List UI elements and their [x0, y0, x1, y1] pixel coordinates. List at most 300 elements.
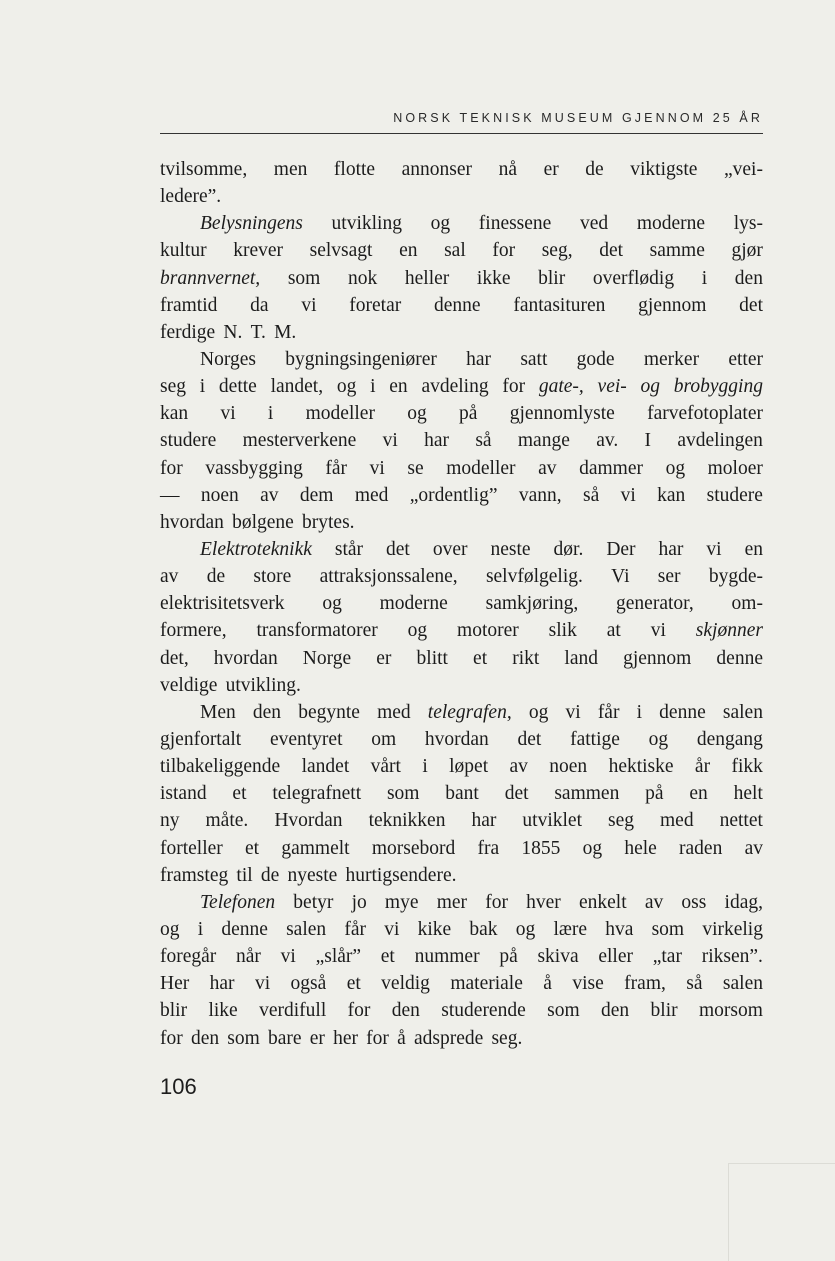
word: telegrafnett	[272, 783, 362, 805]
word: Der	[606, 538, 636, 560]
word: er	[543, 159, 559, 180]
word: salen	[722, 701, 763, 723]
running-head: NORSK TEKNISK MUSEUM GJENNOM 25 ÅR	[393, 111, 763, 125]
word: Norge	[302, 647, 352, 669]
word: tilbakeliggende	[160, 756, 281, 778]
word: like	[208, 1000, 238, 1022]
word: å	[397, 1027, 406, 1049]
word: avdeling	[421, 376, 489, 398]
word: en	[399, 240, 418, 262]
word: utvikling.	[225, 674, 301, 696]
word: av	[744, 837, 763, 859]
word: veldig	[381, 973, 430, 995]
text-line	[160, 916, 763, 943]
text-line	[160, 889, 763, 916]
word: farvefotoplater	[647, 403, 763, 425]
word: og	[515, 918, 536, 940]
word: for	[502, 376, 526, 398]
word: av	[509, 756, 528, 778]
word: foretar	[349, 294, 402, 316]
word: telegrafen,	[427, 701, 512, 723]
word: viktigste	[630, 159, 698, 180]
word: også	[290, 973, 327, 995]
word: istand	[160, 783, 207, 805]
word: etter	[728, 348, 763, 370]
word: med	[660, 810, 694, 832]
word: den	[734, 267, 763, 289]
word: for	[160, 457, 183, 479]
word: og	[407, 403, 427, 425]
word: annonser	[401, 159, 473, 180]
word: framtid	[160, 294, 218, 316]
word: seg.	[491, 1027, 523, 1049]
word: bant	[445, 783, 479, 805]
word: av	[260, 484, 279, 506]
word: sal	[444, 240, 466, 262]
word: og	[160, 918, 180, 940]
text-line	[160, 862, 763, 889]
word: gjenfortalt	[160, 728, 242, 750]
word: Elektroteknikk	[200, 538, 312, 560]
text-line	[160, 726, 763, 753]
word: fattige	[570, 728, 620, 750]
word: får	[597, 701, 620, 723]
word: kike	[417, 918, 452, 940]
word: som	[227, 1027, 260, 1049]
word: selvfølgelig.	[485, 566, 583, 588]
word: Men	[200, 701, 236, 723]
word: er	[309, 1027, 325, 1049]
word: riksen”.	[701, 946, 763, 968]
word: overflødig	[592, 267, 675, 289]
word: raden	[679, 837, 723, 859]
word: vi	[620, 484, 636, 506]
text-line	[160, 617, 763, 644]
word: elektrisitetsverk	[160, 593, 285, 615]
word: Her	[160, 973, 190, 995]
word: merker	[643, 348, 700, 370]
word: og	[640, 376, 661, 398]
text-line	[160, 373, 763, 400]
word: vi	[650, 620, 666, 642]
word: bygningsingeniører	[285, 348, 437, 370]
word: krever	[233, 240, 284, 262]
word: som	[547, 1000, 580, 1022]
word: Norges	[200, 348, 256, 370]
word: neste	[490, 538, 531, 560]
word: av	[538, 457, 557, 479]
word: vei-	[597, 376, 627, 398]
word: om	[371, 728, 397, 750]
word: denne	[659, 701, 706, 723]
word: for	[492, 240, 516, 262]
word: noen	[200, 484, 239, 506]
text-line	[160, 997, 763, 1024]
word: slik	[548, 620, 577, 642]
text-line	[160, 156, 763, 183]
word: studere	[160, 430, 217, 452]
word: og	[665, 457, 686, 479]
word: dem	[299, 484, 334, 506]
word: til	[236, 864, 253, 886]
word: når	[236, 946, 261, 968]
text-line	[160, 427, 763, 454]
word: så	[582, 484, 600, 506]
word: vann,	[518, 484, 562, 506]
word: eller	[598, 946, 633, 968]
word: det	[517, 728, 542, 750]
text-line	[160, 807, 763, 834]
word: „slår”	[315, 946, 362, 968]
word: bølgene	[232, 511, 294, 533]
word: i	[636, 701, 643, 723]
word: brytes.	[302, 511, 355, 533]
word: se	[407, 457, 424, 479]
word: seg	[160, 376, 186, 398]
word: hvordan	[213, 647, 278, 669]
word: Hvordan	[274, 810, 343, 832]
word: 1855	[521, 837, 561, 859]
word: bak	[469, 918, 498, 940]
word: ikke	[476, 267, 511, 289]
word: er	[376, 647, 392, 669]
word: en	[744, 538, 763, 560]
word: i	[370, 376, 376, 398]
text-line	[160, 563, 763, 590]
word: fikk	[731, 756, 763, 778]
word: transformatorer	[256, 620, 378, 642]
word: et	[232, 783, 247, 805]
word: vi	[369, 457, 385, 479]
word: har	[424, 430, 450, 452]
word: finessene	[478, 213, 552, 235]
word: tvilsomme,	[160, 159, 248, 180]
word: de	[585, 159, 604, 180]
word: hurtigsendere.	[345, 864, 457, 886]
word: hele	[624, 837, 657, 859]
word: som	[386, 783, 420, 805]
word: denne	[434, 294, 481, 316]
word: satt	[520, 348, 548, 370]
word: gate-,	[538, 376, 584, 398]
word: et	[245, 837, 260, 859]
word: moloer	[707, 457, 763, 479]
word: om-	[731, 593, 763, 615]
word: studere	[706, 484, 763, 506]
word: og	[582, 837, 603, 859]
word: attraksjonssalene,	[319, 566, 458, 588]
word: blir	[650, 1000, 678, 1022]
word: i	[267, 403, 274, 425]
word: den	[190, 1027, 220, 1049]
word: nok	[347, 267, 378, 289]
word: framsteg	[160, 864, 229, 886]
word: moderne	[636, 213, 706, 235]
word: løpet	[449, 756, 489, 778]
word: av	[160, 566, 179, 588]
word: bare	[267, 1027, 302, 1049]
word: eventyret	[269, 728, 343, 750]
word: av	[644, 891, 664, 913]
word: skiva	[537, 946, 579, 968]
word: moderne	[379, 593, 448, 615]
word: fram,	[624, 973, 666, 995]
word: „ordentlig”	[409, 484, 498, 506]
text-line	[160, 455, 763, 482]
word: gammelt	[281, 837, 350, 859]
word: år	[694, 756, 711, 778]
word: vi	[565, 701, 581, 723]
text-line	[160, 292, 763, 319]
word: motorer	[457, 620, 519, 642]
word: dette	[218, 376, 257, 398]
word: de	[206, 566, 226, 588]
word: „vei-	[724, 159, 763, 180]
word: jo	[351, 891, 367, 913]
word: blir	[538, 267, 566, 289]
word: på	[645, 783, 664, 805]
word: det	[599, 240, 624, 262]
word: brobygging	[673, 376, 763, 398]
word: rikt	[512, 647, 540, 669]
word: land	[564, 647, 598, 669]
word: hvordan	[160, 511, 224, 533]
word: vi	[254, 973, 271, 995]
word: modeller	[305, 403, 375, 425]
word: som	[651, 918, 685, 940]
word: for	[366, 1027, 389, 1049]
word: skjønner	[695, 620, 763, 642]
word: i	[197, 918, 204, 940]
word: kan	[160, 403, 189, 425]
word: over	[432, 538, 468, 560]
word: mye	[384, 891, 419, 913]
word: da	[250, 294, 269, 316]
word: dengang	[696, 728, 763, 750]
word: med	[354, 484, 389, 506]
word: har	[209, 973, 235, 995]
word: gjør	[731, 240, 763, 262]
word: N.	[223, 321, 243, 343]
word: lære	[553, 918, 588, 940]
text-line	[160, 672, 763, 699]
text-line	[160, 970, 763, 997]
word: morsebord	[371, 837, 456, 859]
word: lys-	[733, 213, 763, 235]
word: ny	[160, 810, 180, 832]
word: på	[459, 403, 478, 425]
word: her	[333, 1027, 358, 1049]
word: mange	[517, 430, 570, 452]
word: for	[160, 1027, 183, 1049]
word: får	[325, 457, 348, 479]
word: hvordan	[424, 728, 489, 750]
word: den	[391, 1000, 420, 1022]
word: nummer	[414, 946, 480, 968]
word: adsprede	[413, 1027, 484, 1049]
word: studerende	[441, 1000, 526, 1022]
word: flotte	[333, 159, 376, 180]
word: T.	[250, 321, 266, 343]
word: denne	[221, 918, 268, 940]
word: vi	[220, 403, 236, 425]
word: salen	[722, 973, 763, 995]
word: et	[473, 647, 488, 669]
word: gjennom	[638, 294, 707, 316]
word: utvikling	[331, 213, 402, 235]
word: salen	[286, 918, 327, 940]
text-line	[160, 237, 763, 264]
word: har	[471, 810, 497, 832]
header-rule	[160, 133, 763, 134]
word: vise	[572, 973, 604, 995]
word: materiale	[450, 973, 523, 995]
word: så	[475, 430, 492, 452]
word: fantasituren	[513, 294, 606, 316]
word: idag,	[724, 891, 763, 913]
word: noen	[549, 756, 588, 778]
text-line	[160, 1025, 763, 1052]
word: at	[606, 620, 621, 642]
word: det	[386, 538, 410, 560]
word: det	[504, 783, 529, 805]
word: som	[287, 267, 321, 289]
word: på	[499, 946, 518, 968]
word: i	[199, 376, 206, 398]
word: veldige	[160, 674, 218, 696]
word: men	[273, 159, 308, 180]
word: vårt	[370, 756, 401, 778]
text-line	[160, 780, 763, 807]
word: formere,	[160, 620, 227, 642]
word: dammer	[579, 457, 643, 479]
word: verdifull	[259, 1000, 327, 1022]
word: foregår	[160, 946, 217, 968]
word: vi	[382, 430, 398, 452]
word: kultur	[160, 240, 207, 262]
word: morsom	[699, 1000, 763, 1022]
word: landet,	[270, 376, 324, 398]
word: ser	[657, 566, 681, 588]
word: mer	[436, 891, 468, 913]
word: ledere”.	[160, 186, 222, 208]
word: forteller	[160, 837, 223, 859]
word: Vi	[611, 566, 630, 588]
word: og	[322, 593, 342, 615]
word: „tar	[652, 946, 682, 968]
word: blir	[160, 1000, 188, 1022]
word: Telefonen	[200, 891, 276, 913]
word: av.	[596, 430, 619, 452]
word: nettet	[719, 810, 763, 832]
word: samme	[649, 240, 705, 262]
word: dør.	[553, 538, 584, 560]
word: en	[689, 783, 708, 805]
word: har	[658, 538, 684, 560]
word: enkelt	[578, 891, 627, 913]
word: i	[422, 756, 428, 778]
word: teknikken	[368, 810, 446, 832]
word: står	[334, 538, 364, 560]
word: og	[648, 728, 669, 750]
word: sammen	[554, 783, 620, 805]
word: den	[252, 701, 282, 723]
word: betyr	[293, 891, 334, 913]
word: nå	[498, 159, 518, 180]
word: seg,	[541, 240, 573, 262]
word: helt	[733, 783, 763, 805]
word: de	[260, 864, 280, 886]
text-line	[160, 590, 763, 617]
word: blitt	[416, 647, 448, 669]
word: den	[601, 1000, 630, 1022]
word: samkjøring,	[485, 593, 579, 615]
word: og	[336, 376, 357, 398]
word: modeller	[446, 457, 516, 479]
word: det,	[160, 647, 189, 669]
text-line	[160, 943, 763, 970]
word: vi	[706, 538, 722, 560]
word: brannvernet,	[160, 267, 261, 289]
text-line	[160, 400, 763, 427]
word: nyeste	[287, 864, 338, 886]
word: det	[739, 294, 763, 316]
page-number: 106	[160, 1074, 197, 1099]
word: denne	[716, 647, 763, 669]
text-line	[160, 346, 763, 373]
word: gjennomlyste	[509, 403, 615, 425]
word: mesterverkene	[242, 430, 357, 452]
text-line	[160, 536, 763, 563]
word: begynte	[298, 701, 360, 723]
word: heller	[404, 267, 450, 289]
word: kan	[657, 484, 686, 506]
word: ferdige	[160, 321, 216, 343]
text-line	[160, 183, 763, 210]
word: vassbygging	[205, 457, 303, 479]
word: med	[377, 701, 411, 723]
word: I	[644, 430, 652, 452]
word: fra	[477, 837, 500, 859]
word: hva	[605, 918, 634, 940]
word: å	[543, 973, 552, 995]
word: hver	[526, 891, 561, 913]
text-line	[160, 482, 763, 509]
word: selvsagt	[309, 240, 373, 262]
word: oss	[681, 891, 707, 913]
word: bygde-	[708, 566, 763, 588]
word: —	[160, 484, 180, 506]
text-line	[160, 753, 763, 780]
word: landet	[301, 756, 350, 778]
body-text	[160, 156, 763, 1052]
word: avdelingen	[677, 430, 763, 452]
text-line	[160, 265, 763, 292]
word: og	[407, 620, 428, 642]
word: får	[344, 918, 367, 940]
word: hektiske	[608, 756, 674, 778]
text-line	[160, 835, 763, 862]
word: måte.	[205, 810, 249, 832]
text-line	[160, 319, 763, 346]
word: har	[466, 348, 492, 370]
text-line	[160, 509, 763, 536]
word: vi	[280, 946, 296, 968]
word: ved	[580, 213, 609, 235]
word: seg	[608, 810, 634, 832]
text-line	[160, 699, 763, 726]
word: så	[686, 973, 703, 995]
